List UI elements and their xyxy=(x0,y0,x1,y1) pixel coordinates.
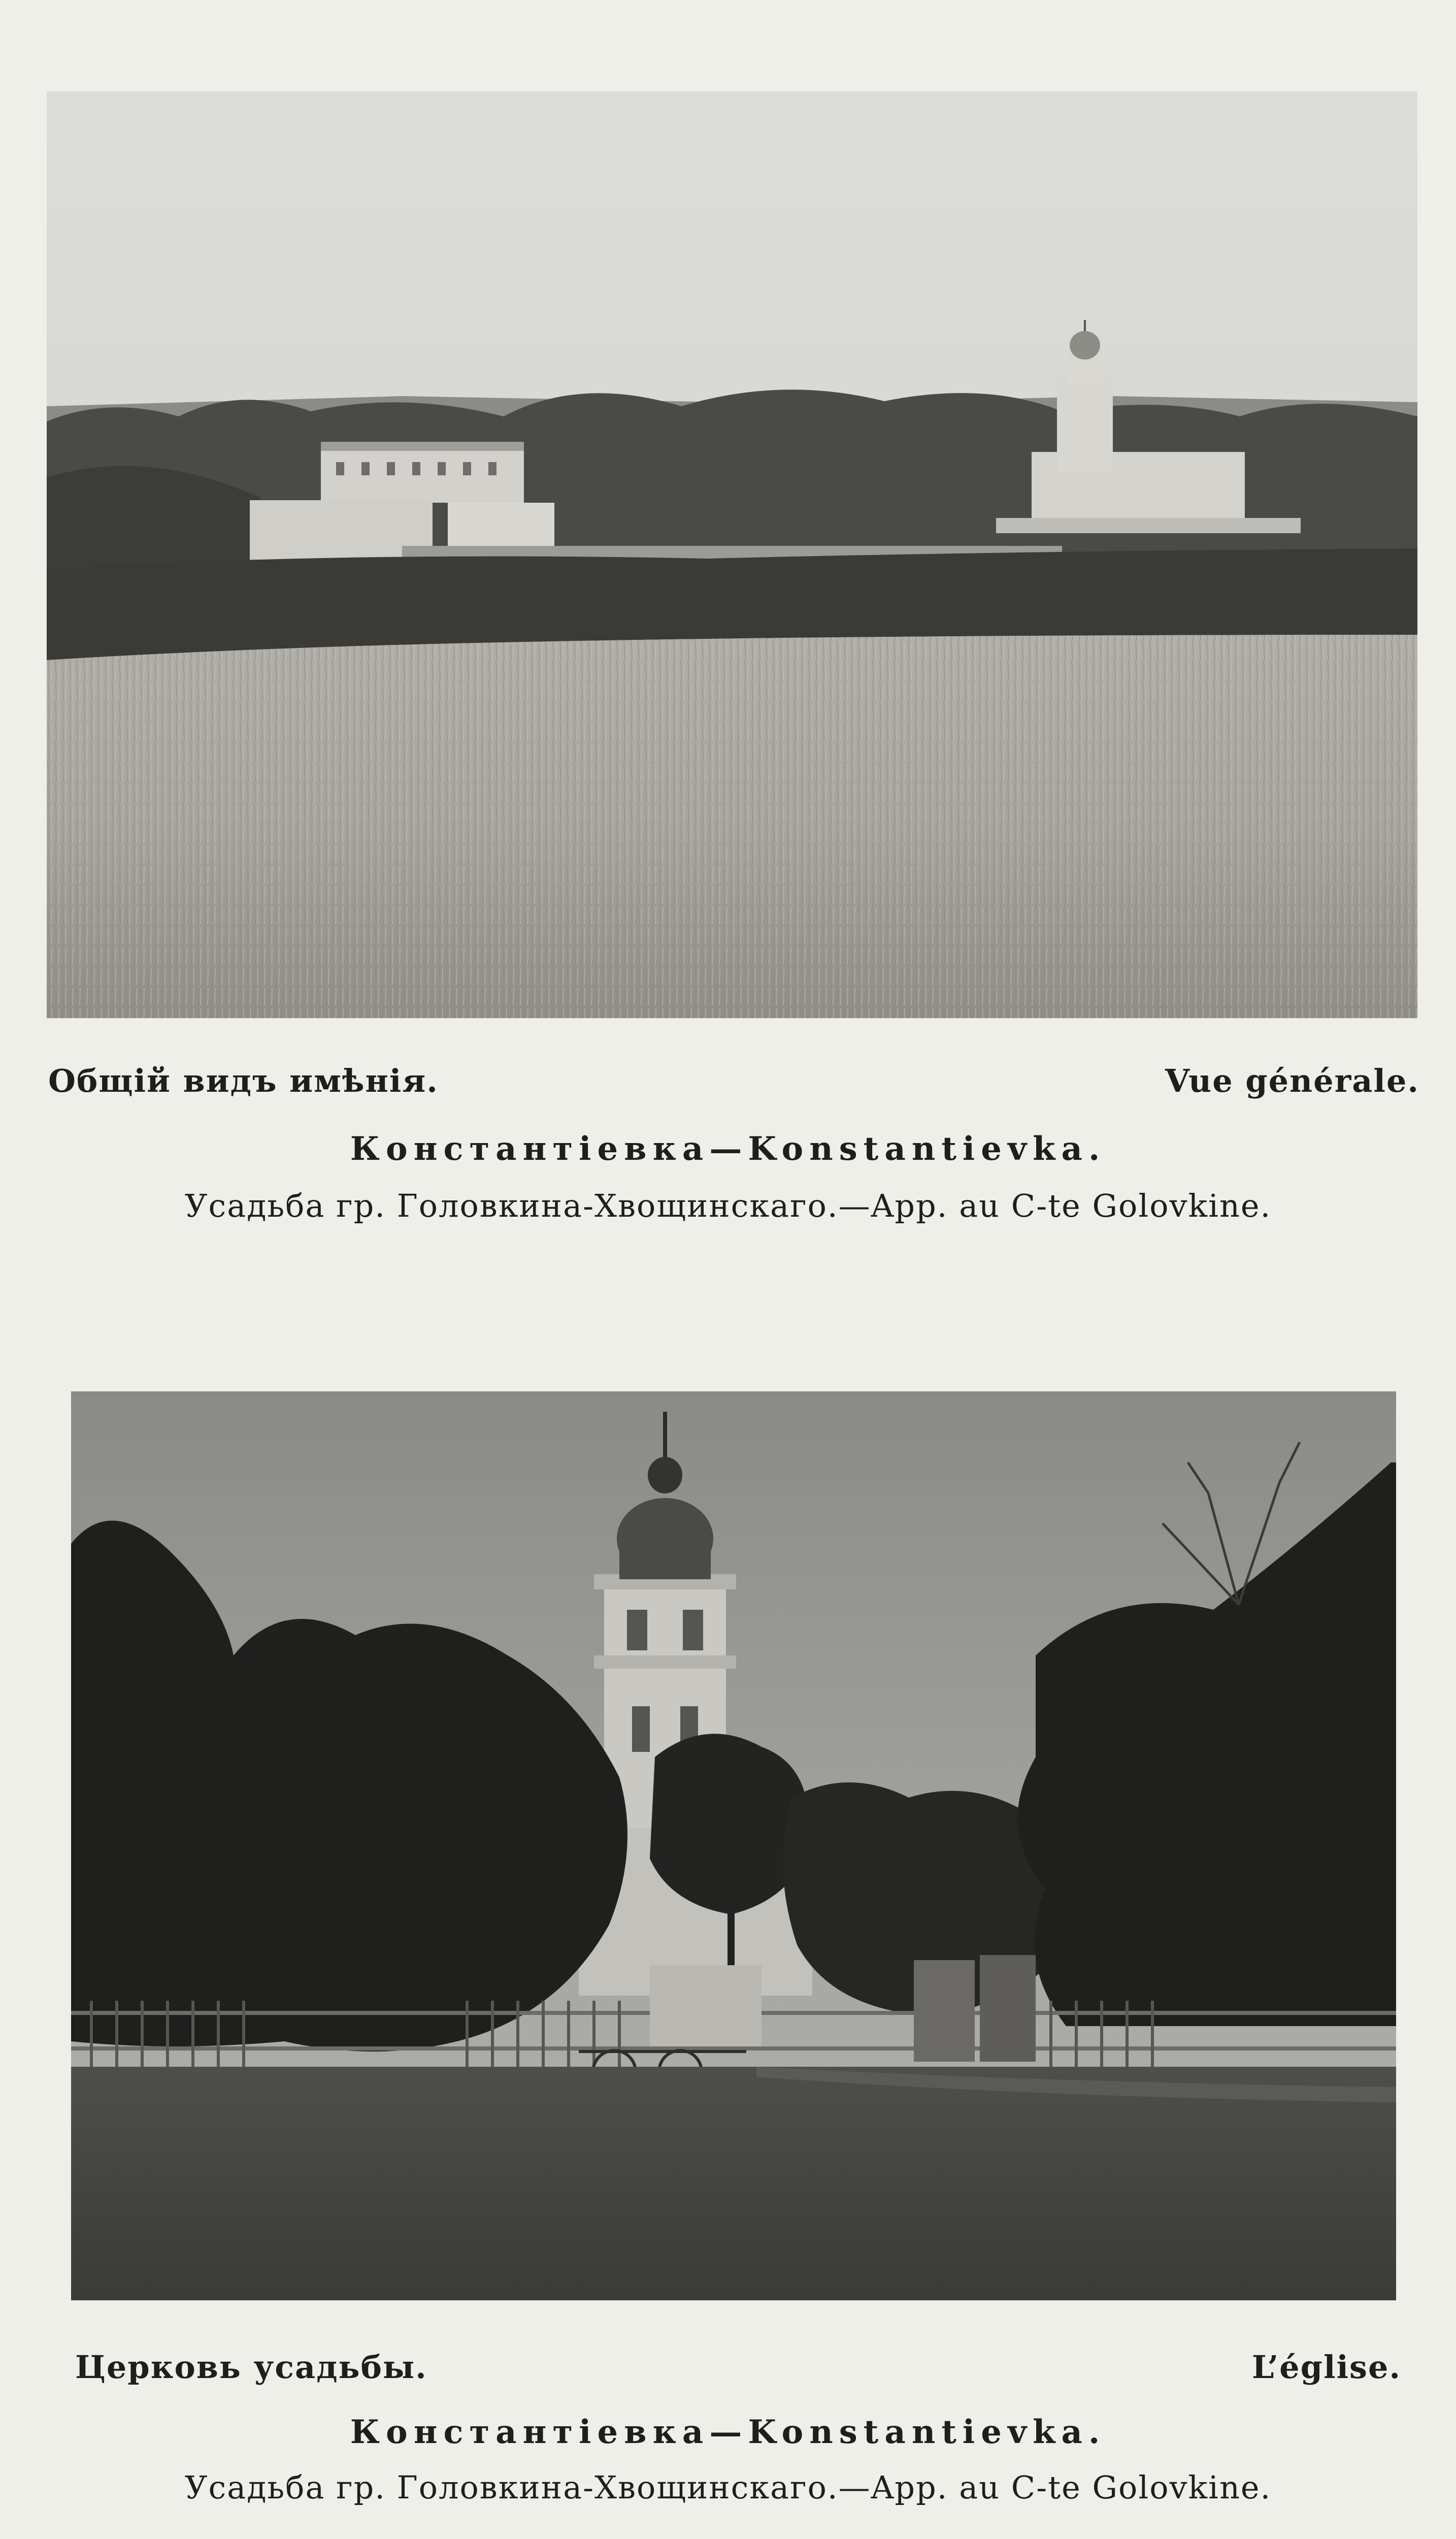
plate2-caption-fr: L’église. xyxy=(1251,2349,1401,2386)
estate-general-view-photo xyxy=(47,91,1417,1018)
plate1-caption-fr: Vue générale. xyxy=(1165,1062,1419,1099)
estate-church-photo xyxy=(71,1391,1396,2300)
plate1-caption-ru: Общій видъ имѣнія. xyxy=(48,1062,439,1099)
plate2-caption-ru: Церковь усадьбы. xyxy=(75,2349,427,2386)
plate2-title: Константіевка—Konstantievka. xyxy=(350,2413,1106,2451)
plate2-subtitle: Усадьба гр. Головкина-Хвощинскаго.—App. au C-te Golovkine. xyxy=(184,2469,1272,2506)
plate1-subtitle: Усадьба гр. Головкина-Хвощинскаго.—App. au C-te Golovkine. xyxy=(184,1187,1272,1224)
plate1-title: Константіевка—Konstantievka. xyxy=(350,1130,1106,1168)
